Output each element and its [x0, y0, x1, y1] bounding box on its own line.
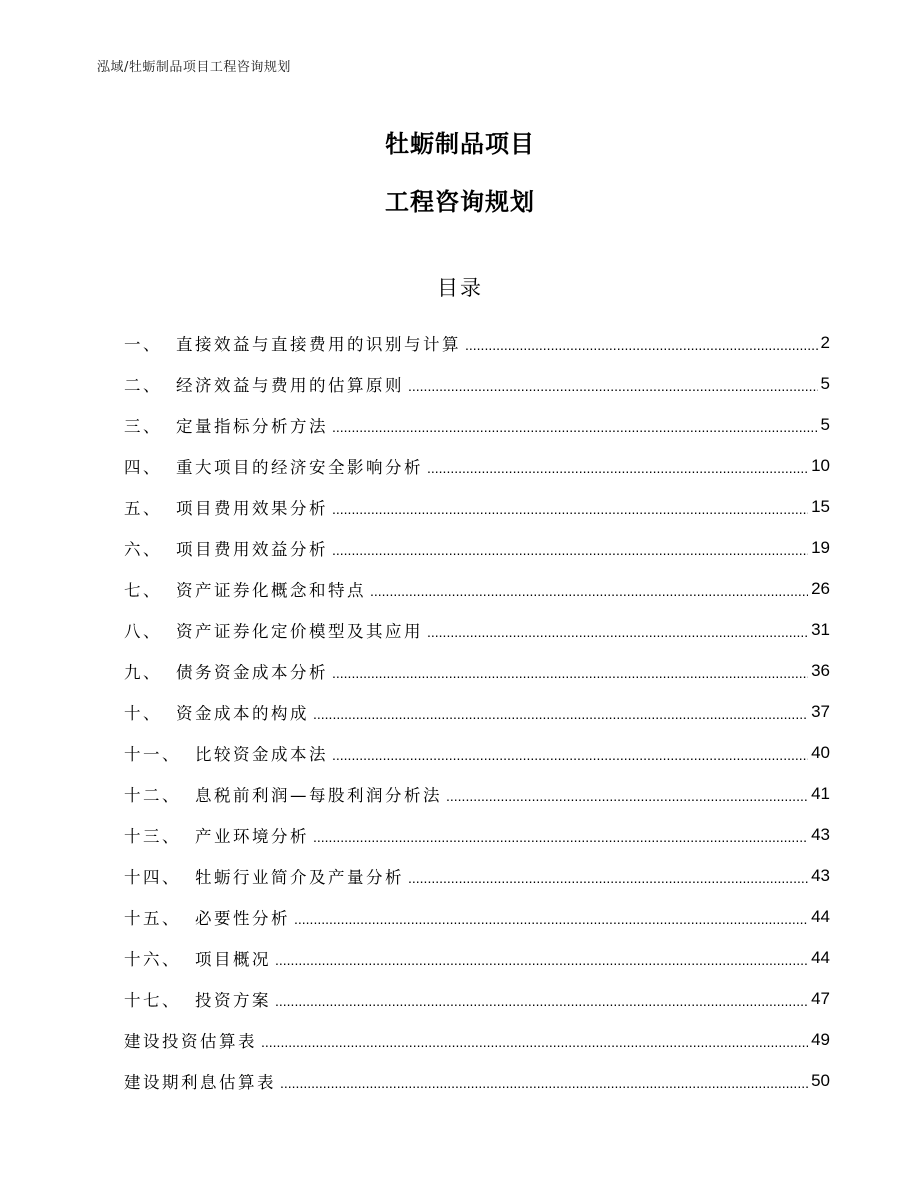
- toc-entry[interactable]: [124, 486, 830, 527]
- toc-entry[interactable]: [124, 937, 830, 978]
- document-title-line-1: 牡蛎制品项目: [385, 130, 535, 158]
- toc-entry-page-number: 49: [811, 1029, 830, 1049]
- toc-entry-page-number: 43: [811, 824, 830, 844]
- toc-entry-page-number: 41: [811, 783, 830, 803]
- toc-entry[interactable]: [124, 404, 830, 445]
- toc-entry-title: 项目概况: [195, 949, 271, 969]
- toc-entry-separator: 、: [143, 621, 162, 641]
- table-of-contents: [124, 322, 830, 1101]
- toc-entry[interactable]: [124, 1060, 830, 1101]
- toc-entry[interactable]: [124, 732, 830, 773]
- toc-entry-number: 一: [124, 334, 143, 354]
- toc-entry-page-number: 10: [811, 455, 830, 475]
- toc-entry-separator: 、: [162, 785, 181, 805]
- toc-entry-page-number: 37: [811, 701, 830, 721]
- toc-entry-page-number: 5: [820, 373, 830, 393]
- toc-entry-number: 十七: [124, 990, 162, 1010]
- toc-entry-number: 十三: [124, 826, 162, 846]
- toc-entry-title: 资产证券化概念和特点: [176, 580, 366, 600]
- toc-dot-leader: [332, 542, 808, 558]
- toc-entry-number: 二: [124, 375, 143, 395]
- toc-entry-separator: 、: [143, 375, 162, 395]
- toc-dot-leader: [465, 337, 818, 353]
- toc-entry-page-number: 36: [811, 660, 830, 680]
- toc-entry-number: 十: [124, 703, 143, 723]
- toc-dot-leader: [427, 624, 808, 640]
- toc-entry-title: 产业环境分析: [195, 826, 309, 846]
- toc-entry-number: 十二: [124, 785, 162, 805]
- toc-entry-title: 经济效益与费用的估算原则: [176, 375, 404, 395]
- toc-entry[interactable]: [124, 691, 830, 732]
- toc-dot-leader: [427, 460, 808, 476]
- toc-entry-page-number: 15: [811, 496, 830, 516]
- toc-entry-separator: 、: [143, 580, 162, 600]
- toc-entry[interactable]: [124, 527, 830, 568]
- toc-dot-leader: [313, 829, 808, 845]
- toc-dot-leader: [280, 1075, 808, 1091]
- toc-dot-leader: [408, 378, 818, 394]
- toc-entry[interactable]: [124, 896, 830, 937]
- toc-entry[interactable]: [124, 814, 830, 855]
- toc-dot-leader: [332, 419, 818, 435]
- toc-entry-page-number: 26: [811, 578, 830, 598]
- toc-entry-number: 十五: [124, 908, 162, 928]
- toc-entry[interactable]: [124, 978, 830, 1019]
- toc-entry-separator: 、: [143, 498, 162, 518]
- toc-entry-page-number: 44: [811, 947, 830, 967]
- toc-entry-page-number: 2: [820, 332, 830, 352]
- toc-entry-title: 资产证券化定价模型及其应用: [176, 621, 423, 641]
- toc-entry-number: 三: [124, 416, 143, 436]
- toc-entry-title: 必要性分析: [195, 908, 290, 928]
- toc-entry-number: 七: [124, 580, 143, 600]
- toc-entry-number: 十六: [124, 949, 162, 969]
- toc-entry-title: 资金成本的构成: [176, 703, 309, 723]
- toc-entry-title: 定量指标分析方法: [176, 416, 328, 436]
- toc-entry[interactable]: [124, 322, 830, 363]
- toc-entry-separator: 、: [162, 867, 181, 887]
- toc-dot-leader: [446, 788, 808, 804]
- toc-dot-leader: [294, 911, 808, 927]
- toc-entry-page-number: 50: [811, 1070, 830, 1090]
- toc-entry[interactable]: [124, 773, 830, 814]
- toc-entry[interactable]: [124, 1019, 830, 1060]
- toc-entry-page-number: 47: [811, 988, 830, 1008]
- toc-entry-page-number: 44: [811, 906, 830, 926]
- toc-entry-title: 息税前利润—每股利润分析法: [195, 785, 442, 805]
- toc-entry-page-number: 19: [811, 537, 830, 557]
- toc-entry-title: 债务资金成本分析: [176, 662, 328, 682]
- toc-entry-title: 投资方案: [195, 990, 271, 1010]
- toc-entry-title: 比较资金成本法: [195, 744, 328, 764]
- toc-entry[interactable]: [124, 855, 830, 896]
- toc-entry-number: 五: [124, 498, 143, 518]
- toc-entry-title: 项目费用效益分析: [176, 539, 328, 559]
- toc-entry-separator: 、: [162, 826, 181, 846]
- toc-entry-page-number: 43: [811, 865, 830, 885]
- toc-entry-separator: 、: [143, 416, 162, 436]
- toc-entry-page-number: 5: [820, 414, 830, 434]
- toc-entry-title: 直接效益与直接费用的识别与计算: [176, 334, 461, 354]
- running-header: 泓域/牡蛎制品项目工程咨询规划: [97, 60, 291, 75]
- toc-entry-number: 九: [124, 662, 143, 682]
- toc-entry-page-number: 31: [811, 619, 830, 639]
- toc-entry-separator: 、: [162, 990, 181, 1010]
- toc-dot-leader: [332, 665, 808, 681]
- toc-entry[interactable]: [124, 363, 830, 404]
- toc-entry-separator: 、: [143, 662, 162, 682]
- toc-entry-separator: 、: [162, 908, 181, 928]
- toc-entry-separator: 、: [143, 334, 162, 354]
- toc-entry-page-number: 40: [811, 742, 830, 762]
- toc-dot-leader: [332, 747, 808, 763]
- toc-entry-number: 六: [124, 539, 143, 559]
- toc-entry[interactable]: [124, 650, 830, 691]
- toc-entry-separator: 、: [143, 539, 162, 559]
- toc-entry-title: 建设期利息估算表: [124, 1072, 276, 1092]
- toc-dot-leader: [370, 583, 808, 599]
- toc-dot-leader: [275, 952, 808, 968]
- toc-entry-separator: 、: [143, 703, 162, 723]
- toc-entry-title: 建设投资估算表: [124, 1031, 257, 1051]
- toc-entry[interactable]: [124, 609, 830, 650]
- toc-dot-leader: [313, 706, 808, 722]
- document-title-line-2: 工程咨询规划: [385, 188, 535, 216]
- toc-entry-separator: 、: [143, 457, 162, 477]
- toc-dot-leader: [261, 1034, 808, 1050]
- toc-entry-separator: 、: [162, 744, 181, 764]
- toc-entry-title: 项目费用效果分析: [176, 498, 328, 518]
- toc-dot-leader: [275, 993, 808, 1009]
- toc-entry[interactable]: [124, 568, 830, 609]
- toc-entry-separator: 、: [162, 949, 181, 969]
- toc-entry-number: 四: [124, 457, 143, 477]
- toc-dot-leader: [408, 870, 808, 886]
- toc-entry-number: 十一: [124, 744, 162, 764]
- toc-heading: 目录: [437, 276, 483, 300]
- toc-entry-title: 牡蛎行业简介及产量分析: [195, 867, 404, 887]
- toc-entry-title: 重大项目的经济安全影响分析: [176, 457, 423, 477]
- toc-entry-number: 八: [124, 621, 143, 641]
- toc-entry-number: 十四: [124, 867, 162, 887]
- toc-entry[interactable]: [124, 445, 830, 486]
- toc-dot-leader: [332, 501, 808, 517]
